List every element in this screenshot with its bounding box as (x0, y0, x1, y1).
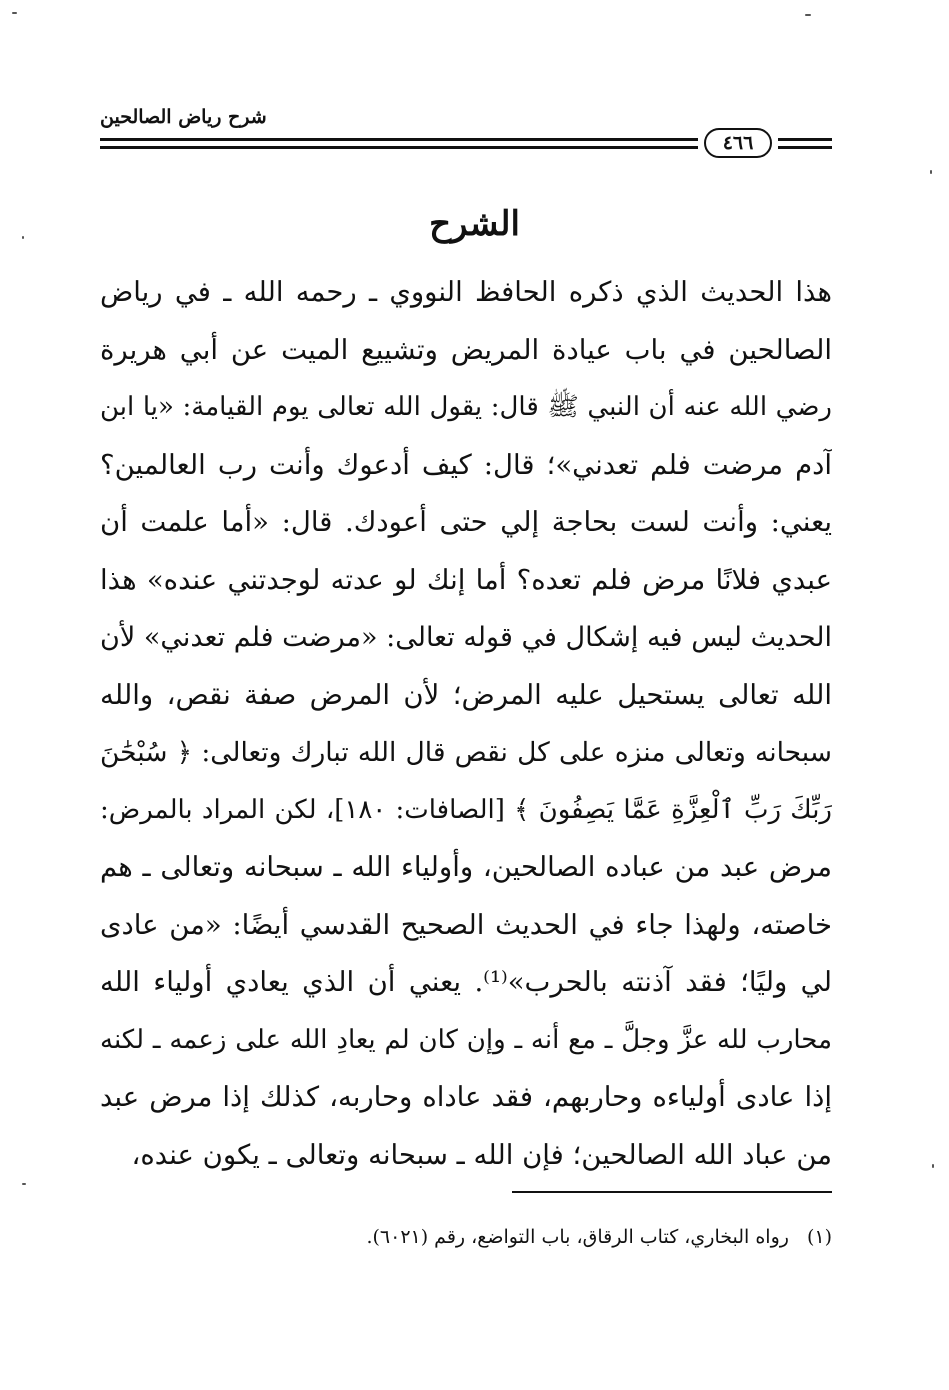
body-line: رضي الله عنه أن النبي ﷺ قال: يقول الله تعالى يوم القيامة: «يا ابن (100, 392, 832, 422)
body-line: الصالحين في باب عيادة المريض وتشييع الميت عن أبي هريرة (100, 333, 832, 366)
footnote-text: رواه البخاري، كتاب الرقاق، باب التواضع، رقم (٦٠٢١). (366, 1226, 789, 1248)
scan-speck (12, 12, 17, 14)
header-rule-left-top (100, 138, 698, 141)
body-line: مرض عبد من عباده الصالحين، وأولياء الله ـ سبحانه وتعالى ـ هم (100, 851, 832, 883)
footnote-marker: (١) (806, 1226, 832, 1248)
body-line: الله تعالى يستحيل عليه المرض؛ لأن المرض صفة نقص، والله (100, 678, 832, 711)
body-line: رَبِّكَ رَبِّ ٱلْعِزَّةِ عَمَّا يَصِفُونَ ﴾ [الصافات: ١٨٠]، لكن المراد بالمرض: (100, 794, 832, 825)
scan-speck (805, 14, 811, 16)
body-line: سبحانه وتعالى منزه على كل نقص قال الله تبارك وتعالى: ﴿ سُبْحَٰنَ (100, 737, 832, 768)
body-line: إذا عادى أولياءه وحاربهم، فقد عاداه وحاربه، كذلك إذا مرض عبد (100, 1081, 832, 1113)
body-line: هذا الحديث الذي ذكره الحافظ النووي ـ رحمه الله ـ في رياض (100, 276, 832, 308)
body-line: من عباد الله الصالحين؛ فإن الله ـ سبحانه وتعالى ـ يكون عنده، (131, 1138, 832, 1171)
body-line: خاصته، ولهذا جاء في الحديث الصحيح القدسي أيضًا: «من عادى (100, 908, 832, 941)
body-line: لي وليًا؛ فقد آذنته بالحرب»⁽¹⁾. يعني أن الذي يعادي أولياء الله (100, 966, 832, 998)
scan-speck (930, 170, 932, 174)
header-rule-left-bottom (100, 146, 698, 149)
page-number-badge (704, 128, 772, 158)
page-number: ٤٦٦ (722, 131, 754, 154)
body-line: عبدي فلانًا مرض فلم تعده؟ أما إنك لو عدته لوجدتني عنده» هذا (100, 563, 832, 596)
scan-speck (22, 236, 24, 239)
header-rule-right-bottom (778, 146, 832, 149)
body-line: محارب لله عزَّ وجلَّ ـ مع أنه ـ وإن كان لم يعادِ الله على زعمه ـ لكنه (100, 1024, 832, 1055)
scan-speck (22, 1183, 26, 1185)
scan-speck (932, 1164, 934, 1168)
footnote-separator (512, 1191, 832, 1193)
body-line: يعني: وأنت لست بحاجة إلي حتى أعودك. قال: «أما علمت أن (100, 506, 832, 538)
body-line: الحديث ليس فيه إشكال في قوله تعالى: «مرضت فلم تعدني» لأن (100, 622, 832, 653)
body-line: آدم مرضت فلم تعدني»؛ قال: كيف أدعوك وأنت رب العالمين؟ (100, 448, 832, 481)
running-header-title: شرح رياض الصالحين (100, 106, 267, 128)
footnote (100, 1222, 832, 1252)
header-rule-right-top (778, 138, 832, 141)
section-heading: الشرح (429, 204, 520, 244)
body-text (100, 264, 832, 1184)
